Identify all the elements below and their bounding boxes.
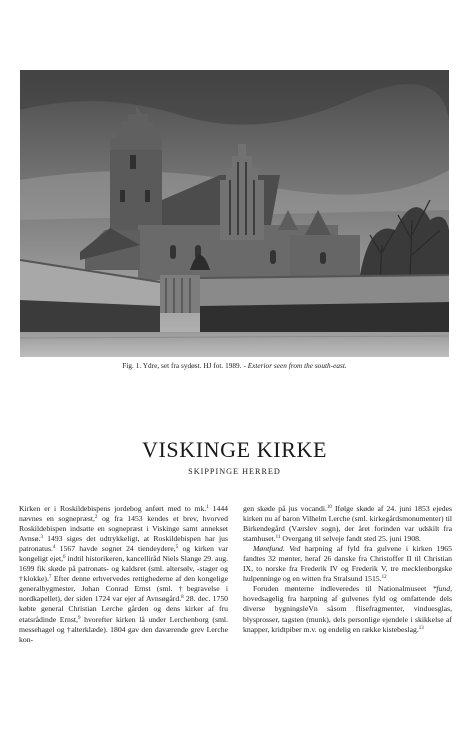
caption-danish: Fig. 1. Ydre, set fra sydøst. HJ fot. 1989. - xyxy=(122,362,246,370)
footnote-ref: 8 xyxy=(181,595,184,601)
body-paragraph xyxy=(243,504,452,544)
footnote-ref: 10 xyxy=(326,505,332,510)
right-text-column xyxy=(243,504,452,635)
paragraph-text: 1493 siges det udtrykkeligt, at Roskildebispen har jus patronatus. xyxy=(19,534,228,554)
paragraph-text: 1567 havde sognet 24 tiendeydere, xyxy=(55,544,176,554)
footnote-ref: 5 xyxy=(175,545,179,551)
paragraph-text: harpning af fyld fra gulvene i kirken 1965 fandtes 32 mønter, heraf 26 danske fra Christoffer II til Christian IX, to norske fra Frederik IV og Frederik V, tre mecklenborgske hulpenninge og en witten fra Stralsund 1515. xyxy=(243,544,452,584)
body-paragraph xyxy=(243,544,452,584)
footnote-ref: 13 xyxy=(418,625,424,631)
body-paragraph xyxy=(19,504,228,645)
left-text-column xyxy=(19,504,228,645)
paragraph-text: og fra 1453 kendes et brev, hvorved Roskildebispen indsatte en sognepræst i Viskinge samt annekset Avnsø. xyxy=(19,514,228,544)
italic-text: *fund, xyxy=(432,584,452,594)
paragraph-text: og kirken var kongeligt ejet, xyxy=(19,544,228,564)
church-title: VISKINGE KIRKE xyxy=(142,437,327,462)
figure-caption xyxy=(0,362,469,370)
body-paragraph xyxy=(243,584,452,634)
footnote-ref: 9 xyxy=(77,615,81,621)
footnote-ref: 3 xyxy=(40,535,43,541)
footnote-ref: 6 xyxy=(63,555,66,561)
paragraph-text: 1444 nævnes en sognepræst, xyxy=(19,504,229,524)
footnote-ref: 7 xyxy=(48,575,52,581)
footnote-ref: 1 xyxy=(206,505,209,510)
italic-text: Møntfund. Ved xyxy=(253,544,301,554)
footnote-ref: 4 xyxy=(52,545,56,551)
caption-english: Exterior seen from the south-east. xyxy=(247,362,347,370)
paragraph-text: Efter denne erhvervedes rettighederne af den kongelige generalbygmester, Johan Conrad Ernst (sml. †begravelse i nordkapellet), der siden 1724 var ejer af Avnsøgård. xyxy=(19,574,228,604)
paragraph-text: gen skøde på jus vocandi. xyxy=(243,504,327,513)
paragraph-text: hovedsagelig fra harpning af gulvenes fyld og omfattende dels diverse bygningsleVn såsom flisefragmenter, vinduesglas, blysprosser, tagsten (munk), dels personlige ejendele i skikkelse af knapper, kridtpiber m.v. og endelig en række kistebeslag. xyxy=(243,594,452,634)
paragraph-text: Kirken er i Roskildebispens jordebog anført med to mk. xyxy=(19,504,207,513)
footnote-ref: 11 xyxy=(275,535,281,541)
footnote-ref: 12 xyxy=(381,575,387,581)
paragraph-text: Overgang til selveje fandt sted 25. juni 1908. xyxy=(280,534,421,544)
paragraph-text: indtil historikeren, kancelliråd Niels Slange 29. aug. 1699 fik skøde på patronats- og kaldsret (sml. altersølv, -stager og †klokke). xyxy=(19,554,228,584)
footnote-ref: 2 xyxy=(94,515,98,521)
paragraph-text: Ifølge skøde af 24. juni 1853 ejedes kirken nu af baron Vilhelm Lerche (sml. kirkegårdsmonumenter) til Birkendegård (Værslev sogn), der året forinden var udskilt fra stamhuset. xyxy=(243,504,452,544)
paragraph-text: Foruden mønterne indleveredes til Nationalmuseet xyxy=(253,584,433,594)
church-photograph xyxy=(20,70,449,357)
district-subtitle: SKIPPINGE HERRED xyxy=(188,467,281,476)
paragraph-text: hvorefter kirken lå under Lerchenborg (sml. messehagel og †alterklæde). 1804 gav den daværende grev Lerche kon- xyxy=(19,614,228,644)
paragraph-text: 28. dec. 1750 købte general Christian Lerche gården og dens kirker af fru etatsrådinde Ernst, xyxy=(19,594,229,624)
